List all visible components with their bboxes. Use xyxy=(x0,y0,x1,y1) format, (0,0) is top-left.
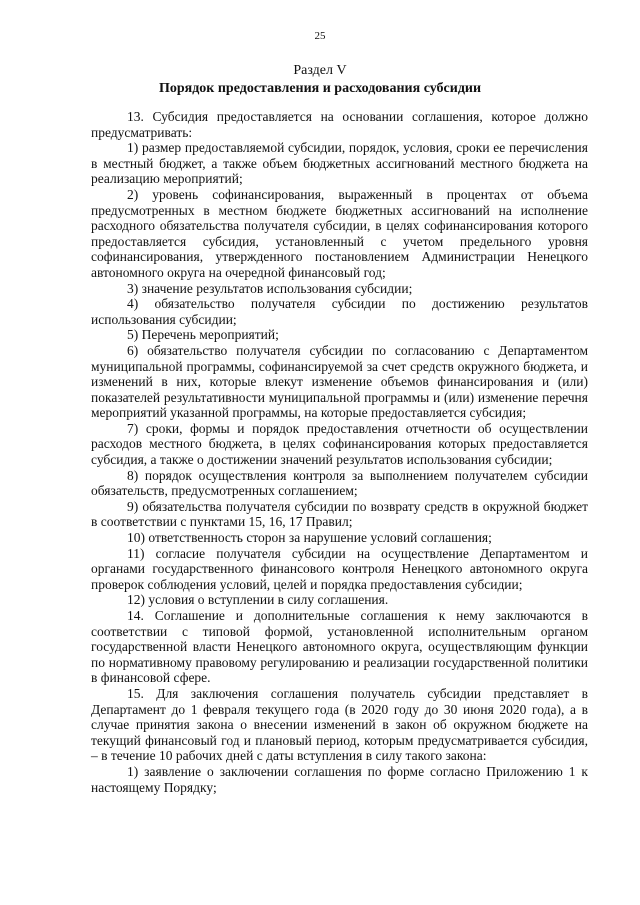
list-item-1: 1) размер предоставляемой субсидии, порядок, условия, сроки ее перечисления в местный бюджет, а также объем бюджетных ассигнований местного бюджета на реализацию мероприятий; xyxy=(91,140,588,187)
section-title: Раздел V xyxy=(293,63,347,78)
list-item-7: 7) сроки, формы и порядок предоставления отчетности об осуществлении расходов местного бюджета, в целях софинансирования которых предоставляется субсидия, а также о достижении значений результатов использования субсидии; xyxy=(91,420,588,468)
list-item-6: 6) обязательство получателя субсидии по согласованию с Департаментом муниципальной программы, софинансируемой за счет средств окружного бюджета, и изменений в них, которые влекут изменение объемов финансирования и (или) показателей результативности муниципальной программы и (или) изменение перечня мероприятий указанной программы, на которые предоставляется субсидия; xyxy=(91,342,588,421)
document-body xyxy=(91,109,588,795)
list-item-3: 3) значение результатов использования субсидии; xyxy=(127,280,413,296)
paragraph-15-intro: 15. Для заключения соглашения получатель субсидии представляет в Департамент до 1 февраля текущего года (в 2020 году до 30 июня 2020 года), а в случае принятия закона о внесении изменений в закон об окружном бюджете на текущий финансовый год и плановый период, которым предусматривается субсидия, – в течение 10 рабочих дней с даты вступления в силу такого закона: xyxy=(91,685,588,764)
list-item-12: 12) условия о вступлении в силу соглашения. xyxy=(127,592,389,608)
section-subtitle: Порядок предоставления и расходования субсидии xyxy=(158,81,482,96)
page-number: 25 xyxy=(314,30,326,42)
paragraph-13-intro: 13. Субсидия предоставляется на основании соглашения, которое должно предусматривать: xyxy=(91,109,588,140)
list-item-10: 10) ответственность сторон за нарушение условий соглашения; xyxy=(127,530,492,546)
list-item-8: 8) порядок осуществления контроля за выполнением получателем субсидии обязательств, предусмотренных соглашением; xyxy=(91,467,588,499)
paragraph-15-item-1: 1) заявление о заключении соглашения по форме согласно Приложению 1 к настоящему Порядку; xyxy=(91,763,588,795)
list-item-9: 9) обязательства получателя субсидии по возврату средств в окружной бюджет в соответствии с пунктами 15, 16, 17 Правил; xyxy=(91,498,588,530)
paragraph-14: 14. Соглашение и дополнительные соглашения к нему заключаются в соответствии с типовой формой, установленной исполнительным органом государственной власти Ненецкого автономного округа, осуществляющим функции по нормативному правовому регулированию и реализации государственной политики в финансовой сфере. xyxy=(91,608,588,686)
list-item-4: 4) обязательство получателя субсидии по достижению результатов использования субсидии; xyxy=(91,296,588,327)
list-item-11: 11) согласие получателя субсидии на осуществление Департаментом и органами государственного финансового контроля Ненецкого автономного округа проверок соблюдения условий, целей и порядка предоставления субсидии; xyxy=(91,545,588,592)
list-item-2: 2) уровень софинансирования, выраженный в процентах от объема предусмотренных в местном бюджете бюджетных ассигнований на исполнение расходного обязательства получателя субсидии, в целях софинансирования которого предоставляется субсидия, установленный с учетом предельного уровня софинансирования, утвержденного постановлением Администрации Ненецкого автономного округа на очередной финансовый год; xyxy=(91,186,588,280)
list-item-5: 5) Перечень мероприятий; xyxy=(127,327,279,343)
